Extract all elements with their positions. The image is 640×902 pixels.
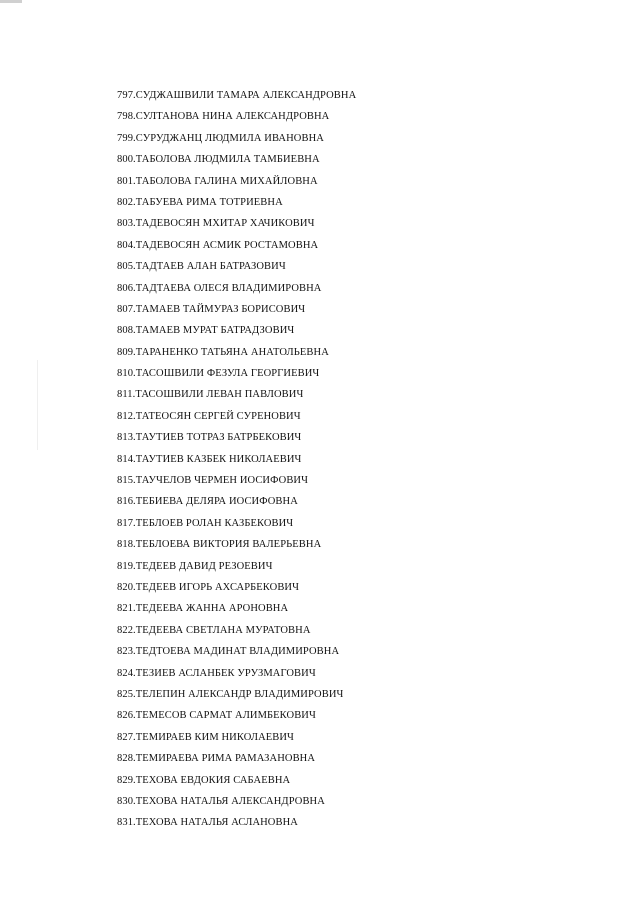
list-item: 811.ТАСОШВИЛИ ЛЕВАН ПАВЛОВИЧ [117,389,304,401]
list-item: 824.ТЕЗИЕВ АСЛАНБЕК УРУЗМАГОВИЧ [117,667,316,679]
list-item: 806.ТАДТАЕВА ОЛЕСЯ ВЛАДИМИРОВНА [117,282,322,294]
list-item: 812.ТАТЕОСЯН СЕРГЕЙ СУРЕНОВИЧ [117,410,301,422]
list-item: 814.ТАУТИЕВ КАЗБЕК НИКОЛАЕВИЧ [117,453,302,465]
list-item: 810.ТАСОШВИЛИ ФЕЗУЛА ГЕОРГИЕВИЧ [117,368,320,380]
list-item: 825.ТЕЛЕПИН АЛЕКСАНДР ВЛАДИМИРОВИЧ [117,688,344,700]
list-item: 816.ТЕБИЕВА ДЕЛЯРА ИОСИФОВНА [117,496,298,508]
list-item: 820.ТЕДЕЕВ ИГОРЬ АХСАРБЕКОВИЧ [117,581,300,593]
list-item: 828.ТЕМИРАЕВА РИМА РАМАЗАНОВНА [117,753,316,765]
scan-artifact-line [37,360,38,450]
list-item: 797.СУДЖАШВИЛИ ТАМАРА АЛЕКСАНДРОВНА [117,90,357,101]
list-item: 827.ТЕМИРАЕВ КИМ НИКОЛАЕВИЧ [117,731,294,743]
list-item: 808.ТАМАЕВ МУРАТ БАТРАДЗОВИЧ [117,325,295,337]
list-item: 799.СУРУДЖАНЦ ЛЮДМИЛА ИВАНОВНА [117,132,324,144]
list-item: 802.ТАБУЕВА РИМА ТОТРИЕВНА [117,196,283,208]
list-item: 805.ТАДТАЕВ АЛАН БАТРАЗОВИЧ [117,261,286,273]
list-item: 801.ТАБОЛОВА ГАЛИНА МИХАЙЛОВНА [117,175,318,187]
scan-artifact [0,0,22,3]
list-item: 803.ТАДЕВОСЯН МХИТАР ХАЧИКОВИЧ [117,218,315,230]
name-list [117,85,356,834]
list-item: 829.ТЕХОВА ЕВДОКИЯ САБАЕВНА [117,774,291,786]
list-item: 831.ТЕХОВА НАТАЛЬЯ АСЛАНОВНА [117,817,298,829]
list-item: 815.ТАУЧЕЛОВ ЧЕРМЕН ИОСИФОВИЧ [117,475,309,487]
list-item: 821.ТЕДЕЕВА ЖАННА АРОНОВНА [117,603,289,615]
list-item: 818.ТЕБЛОЕВА ВИКТОРИЯ ВАЛЕРЬЕВНА [117,539,322,551]
list-item: 817.ТЕБЛОЕВ РОЛАН КАЗБЕКОВИЧ [117,517,294,529]
list-item: 804.ТАДЕВОСЯН АСМИК РОСТАМОВНА [117,239,319,251]
list-item: 809.ТАРАНЕНКО ТАТЬЯНА АНАТОЛЬЕВНА [117,346,329,358]
list-item: 807.ТАМАЕВ ТАЙМУРАЗ БОРИСОВИЧ [117,303,306,315]
list-item: 813.ТАУТИЕВ ТОТРАЗ БАТРБЕКОВИЧ [117,432,302,444]
list-item: 830.ТЕХОВА НАТАЛЬЯ АЛЕКСАНДРОВНА [117,795,325,807]
list-item: 826.ТЕМЕСОВ САРМАТ АЛИМБЕКОВИЧ [117,710,316,722]
list-item: 819.ТЕДЕЕВ ДАВИД РЕЗОЕВИЧ [117,560,273,572]
list-item: 822.ТЕДЕЕВА СВЕТЛАНА МУРАТОВНА [117,624,311,636]
list-item: 823.ТЕДТОЕВА МАДИНАТ ВЛАДИМИРОВНА [117,646,340,658]
list-item: 800.ТАБОЛОВА ЛЮДМИЛА ТАМБИЕВНА [117,154,320,166]
list-item: 798.СУЛТАНОВА НИНА АЛЕКСАНДРОВНА [117,111,330,123]
